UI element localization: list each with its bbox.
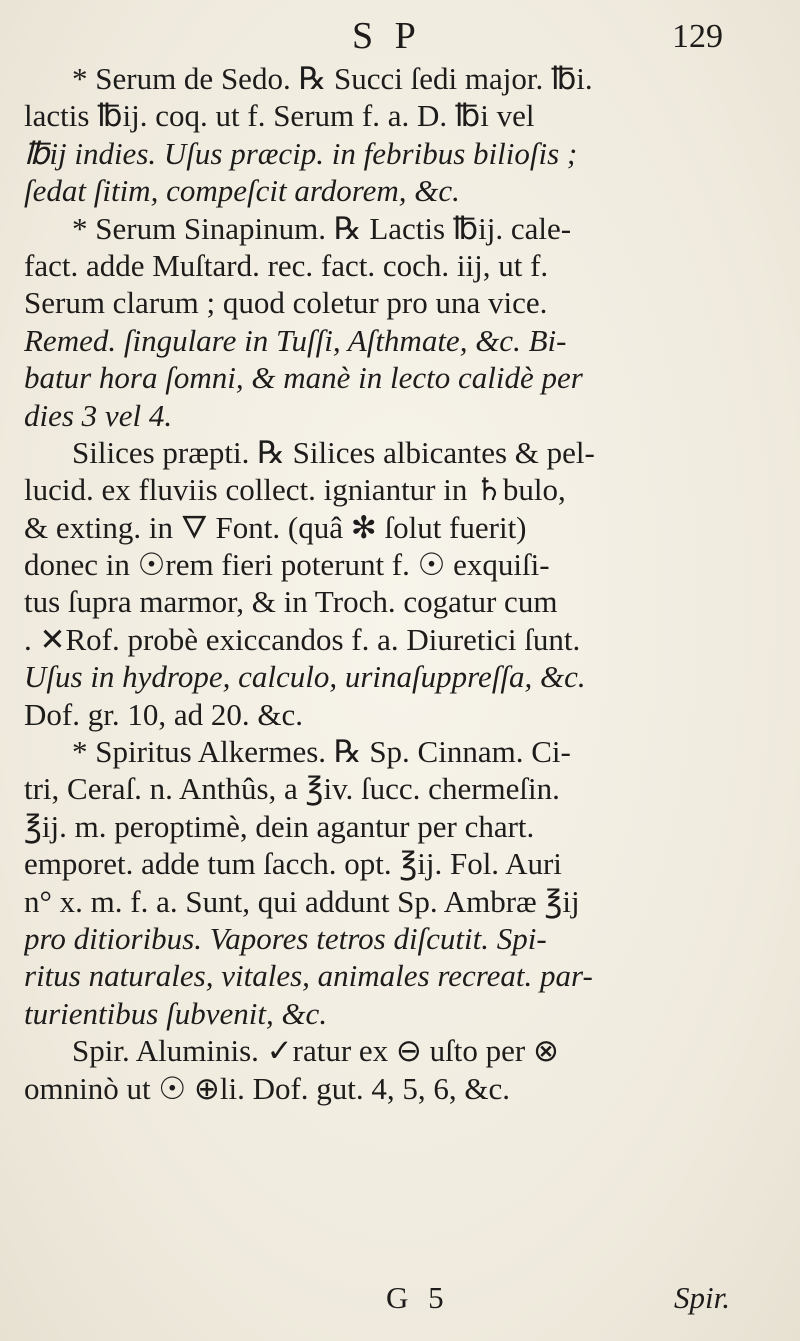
catchword: Spir. bbox=[674, 1280, 730, 1315]
text-line: ℥ij. m. peroptimè, dein agantur per chart. bbox=[24, 808, 535, 844]
text-line: emporet. adde tum ſacch. opt. ℥ij. Fol. Auri bbox=[24, 846, 562, 882]
page-footer bbox=[0, 1280, 800, 1320]
text-line: & exting. in 🜄 Font. (quâ ✻ ſolut fuerit) bbox=[24, 509, 527, 545]
text-line: omninò ut ☉ ⊕li. Dof. gut. 4, 5, 6, &c. bbox=[24, 1070, 511, 1106]
running-head: S P bbox=[352, 15, 422, 57]
page-body bbox=[24, 60, 794, 1107]
text-line: Silices præpti. ℞ Silices albicantes & pel- bbox=[72, 434, 595, 470]
text-line: turientibus ſubvenit, &c. bbox=[24, 995, 328, 1031]
text-line: pro ditioribus. Vapores tetros diſcutit. Spi- bbox=[24, 920, 547, 956]
text-line: * Spiritus Alkermes. ℞ Sp. Cinnam. Ci- bbox=[72, 734, 571, 770]
text-line: . ✕Rof. probè exiccandos f. a. Diuretici ſunt. bbox=[24, 621, 581, 657]
text-line: batur hora ſomni, & manè in lecto calidè per bbox=[24, 360, 583, 396]
page-header bbox=[0, 14, 800, 62]
text-line: * Serum de Sedo. ℞ Succi ſedi major. ℔i. bbox=[72, 61, 593, 96]
text-line: * Serum Sinapinum. ℞ Lactis ℔ij. cale- bbox=[72, 210, 572, 246]
text-line: dies 3 vel 4. bbox=[24, 397, 173, 433]
page-number: 129 bbox=[672, 18, 723, 55]
text-line: fact. adde Muſtard. rec. fact. coch. iij, ut f. bbox=[24, 247, 549, 283]
text-line: lucid. ex fluviis collect. igniantur in ♄bulo, bbox=[24, 472, 566, 508]
text-line: tri, Ceraſ. n. Anthûs, a ℥iv. ſucc. chermeſin. bbox=[24, 771, 560, 807]
text-line: tus ſupra marmor, & in Troch. cogatur cum bbox=[24, 584, 558, 620]
text-line: ritus naturales, vitales, animales recreat. par- bbox=[24, 958, 593, 994]
text-line: ℔ij indies. Uſus præcip. in febribus bilioſis ; bbox=[24, 135, 578, 171]
signature-mark: G 5 bbox=[386, 1280, 450, 1315]
text-line: Dof. gr. 10, ad 20. &c. bbox=[24, 696, 303, 732]
text-line: Serum clarum ; quod coletur pro una vice. bbox=[24, 285, 548, 321]
text-line: donec in ☉rem fieri poterunt f. ☉ exquiſi- bbox=[24, 547, 550, 583]
text-line: lactis ℔ij. coq. ut f. Serum f. a. D. ℔i vel bbox=[24, 98, 535, 134]
text-line: Uſus in hydrope, calculo, urinaſuppreſſa, &c. bbox=[24, 659, 586, 695]
text-line: n° x. m. f. a. Sunt, qui addunt Sp. Ambræ ℥ij bbox=[24, 883, 580, 919]
text-line: Remed. ſingulare in Tuſſi, Aſthmate, &c. Bi- bbox=[24, 322, 567, 358]
text-line: Spir. Aluminis. ✓ratur ex ⊖ uſto per ⊗ bbox=[72, 1033, 559, 1069]
text-line: ſedat ſitim, compeſcit ardorem, &c. bbox=[24, 173, 460, 209]
